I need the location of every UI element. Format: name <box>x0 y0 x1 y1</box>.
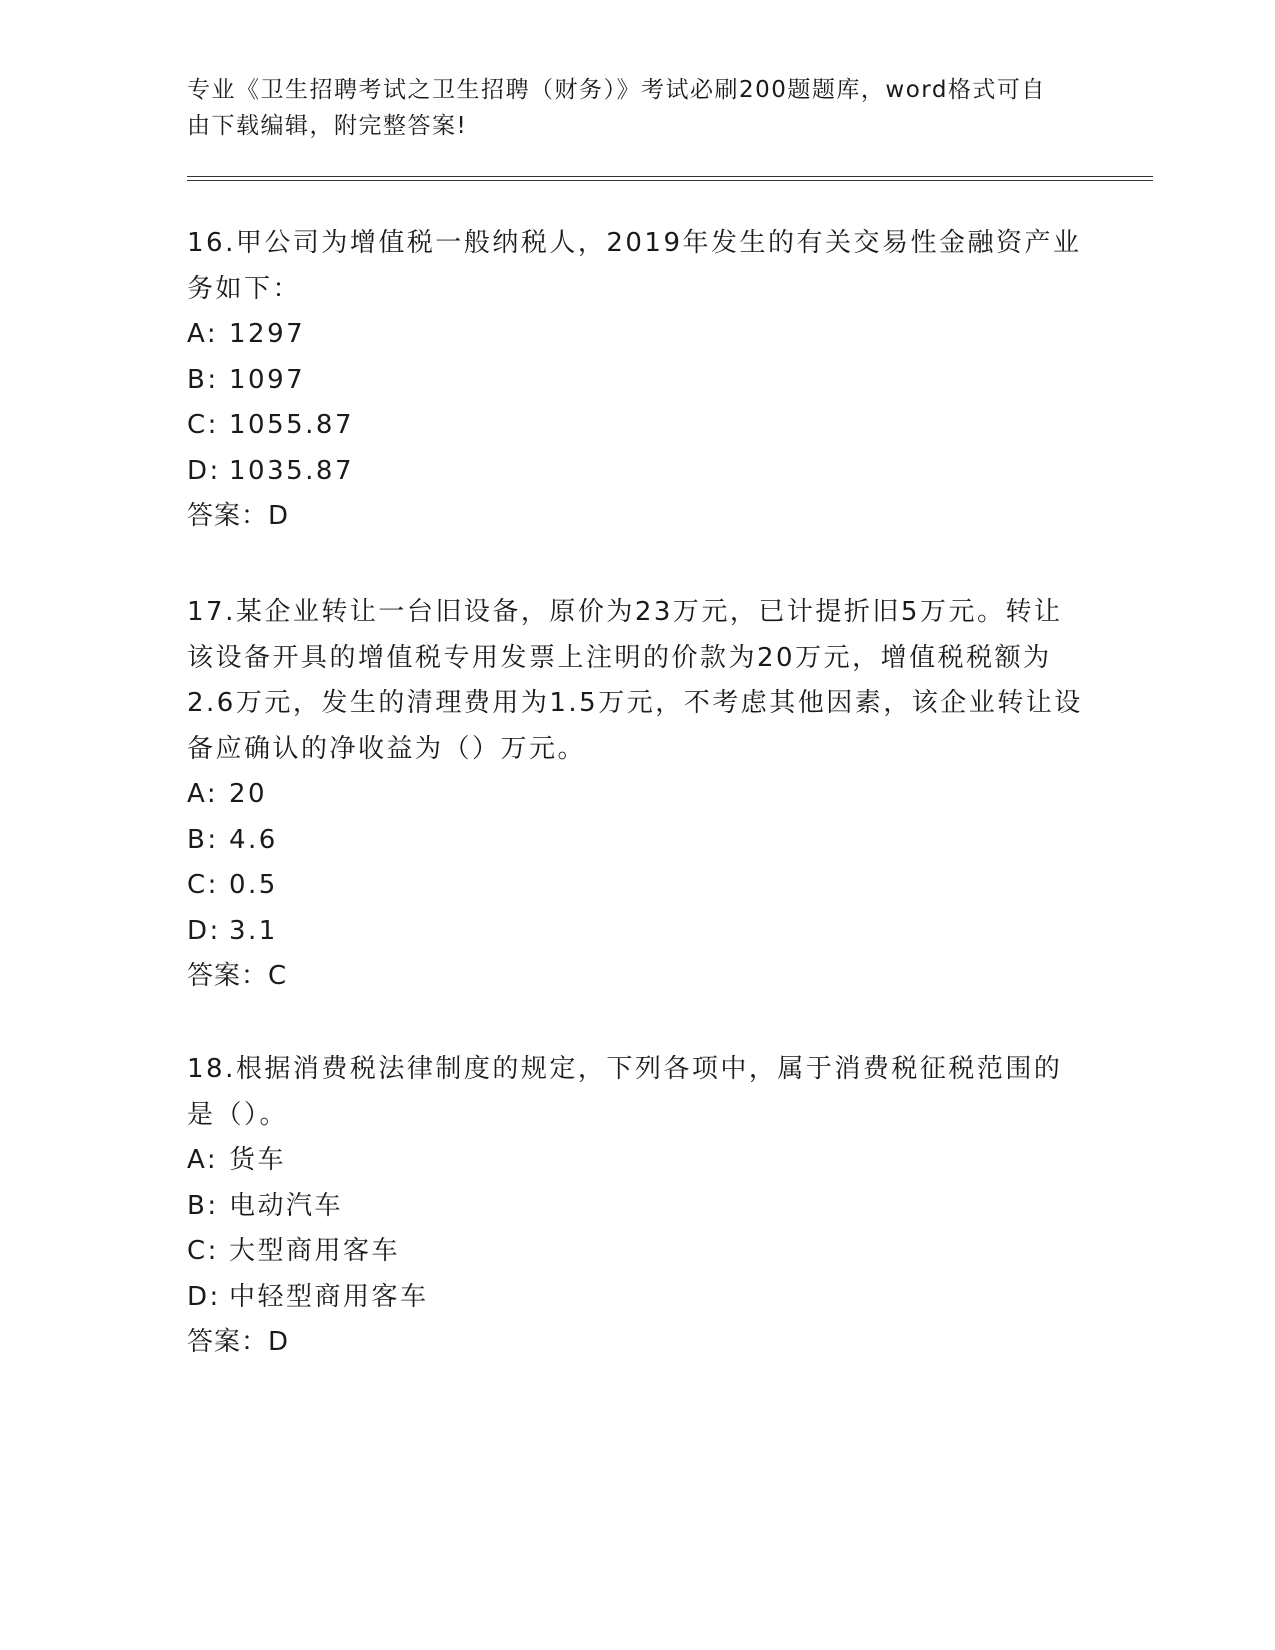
document-header: 专业《卫生招聘考试之卫生招聘（财务）》考试必刷200题题库，word格式可自由下载编辑，附完整答案! <box>187 77 1046 139</box>
option-letter: B: <box>187 824 219 855</box>
option-d <box>187 449 1087 495</box>
option-text: 中轻型商用客车 <box>229 1281 429 1312</box>
option-a <box>187 1138 1087 1184</box>
option-letter: D: <box>187 1281 221 1312</box>
option-d <box>187 1275 1087 1321</box>
option-c <box>187 863 1087 909</box>
question-17 <box>187 590 1087 1000</box>
option-text: 1055.87 <box>229 410 355 440</box>
option-letter: B: <box>187 1190 219 1221</box>
option-letter: C: <box>187 410 219 440</box>
option-letter: D: <box>187 915 221 946</box>
option-a <box>187 312 1087 358</box>
option-text: 0.5 <box>229 870 278 900</box>
answer-line: 答案：D <box>187 501 290 531</box>
option-letter: A: <box>187 779 219 809</box>
question-stem: 16.甲公司为增值税一般纳税人，2019年发生的有关交易性金融资产业务如下： <box>187 228 1082 304</box>
option-text: 1297 <box>229 319 306 349</box>
option-letter: B: <box>187 364 219 395</box>
option-letter: D: <box>187 455 221 486</box>
option-text: 大型商用客车 <box>229 1236 401 1266</box>
option-b <box>187 358 1087 404</box>
header-divider <box>187 176 1153 181</box>
answer-line: 答案：D <box>187 1327 290 1357</box>
option-c <box>187 403 1087 449</box>
question-18 <box>187 1047 1087 1366</box>
option-text: 1097 <box>229 364 306 395</box>
option-text: 电动汽车 <box>229 1190 344 1221</box>
question-16 <box>187 221 1087 540</box>
question-stem: 17.某企业转让一台旧设备，原价为23万元，已计提折旧5万元。转让该设备开具的增值税专用发票上注明的价款为20万元，增值税税额为2.6万元，发生的清理费用为1.5万元，不考虑其他因素，该企业转让设备应确认的净收益为（）万元。 <box>187 597 1083 764</box>
option-letter: C: <box>187 870 219 900</box>
option-letter: C: <box>187 1236 219 1266</box>
question-stem: 18.根据消费税法律制度的规定，下列各项中，属于消费税征税范围的是（）。 <box>187 1054 1063 1130</box>
option-b <box>187 818 1087 864</box>
option-letter: A: <box>187 1145 219 1175</box>
option-b <box>187 1184 1087 1230</box>
option-d <box>187 909 1087 955</box>
option-letter: A: <box>187 319 219 349</box>
option-a <box>187 772 1087 818</box>
answer-line: 答案：C <box>187 961 288 991</box>
option-text: 1035.87 <box>229 455 355 486</box>
option-text: 20 <box>229 779 268 809</box>
option-text: 货车 <box>229 1145 287 1175</box>
option-c <box>187 1229 1087 1275</box>
option-text: 3.1 <box>229 915 278 946</box>
option-text: 4.6 <box>229 824 278 855</box>
